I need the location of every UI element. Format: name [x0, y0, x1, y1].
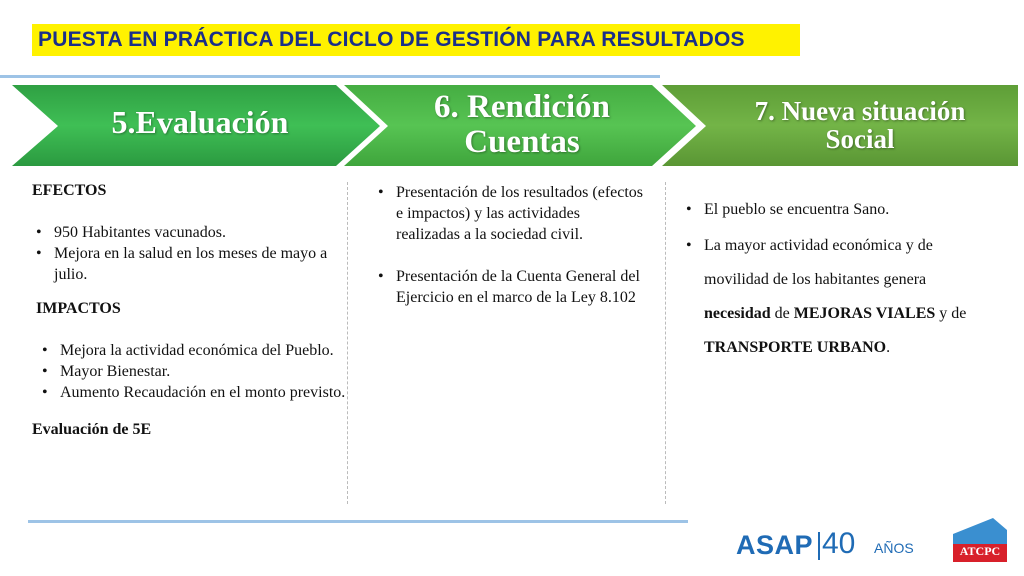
list-item: • Presentación de los resultados (efectos e impactos) y las actividades realizadas a la sociedad civil. — [396, 182, 646, 245]
accountability-column — [374, 182, 646, 308]
list-item: • El pueblo se encuentra Sano. — [704, 193, 982, 227]
stage-7-label: 7. Nueva situación Social — [754, 96, 966, 155]
list-item: • Mejora en la salud en los meses de mayo a julio. — [54, 243, 346, 285]
new-situation-column — [682, 193, 982, 365]
stage-6-label: 6. Rendición Cuentas — [433, 89, 611, 160]
asap-logo: ASAP — [736, 530, 814, 560]
column-divider — [347, 182, 348, 504]
evaluation-footer: Evaluación de 5E — [32, 421, 152, 438]
efectos-heading: EFECTOS — [32, 182, 107, 199]
impactos-list — [32, 340, 346, 403]
impactos-heading: IMPACTOS — [36, 300, 121, 317]
column-divider — [665, 182, 666, 504]
list-item: • Mejora la actividad económica del Pueblo. — [60, 340, 346, 361]
efectos-list — [32, 222, 346, 285]
stage-5-label: 5.Evaluación — [111, 104, 289, 140]
anniversary-number: 40 — [822, 527, 856, 560]
list-item: • Mayor Bienestar. — [60, 361, 346, 382]
list-item: • 950 Habitantes vacunados. — [54, 222, 346, 243]
new-situation-list — [682, 193, 982, 365]
bottom-divider — [28, 520, 688, 523]
accountability-list — [374, 182, 646, 308]
anniversary-word: AÑOS — [874, 540, 914, 556]
list-item: • La mayor actividad económica y de movilidad de los habitantes genera necesidad de MEJORAS VIALES y de TRANSPORTE URBANO. — [704, 229, 982, 365]
evaluation-column — [32, 180, 346, 440]
list-item: • Aumento Recaudación en el monto previsto. — [60, 382, 346, 403]
atcpc-logo-text: ATCPC — [959, 544, 1001, 558]
page-title: PUESTA EN PRÁCTICA DEL CICLO DE GESTIÓN PARA RESULTADOS — [38, 28, 745, 51]
list-item: • Presentación de la Cuenta General del Ejercicio en el marco de la Ley 8.102 — [396, 266, 646, 308]
